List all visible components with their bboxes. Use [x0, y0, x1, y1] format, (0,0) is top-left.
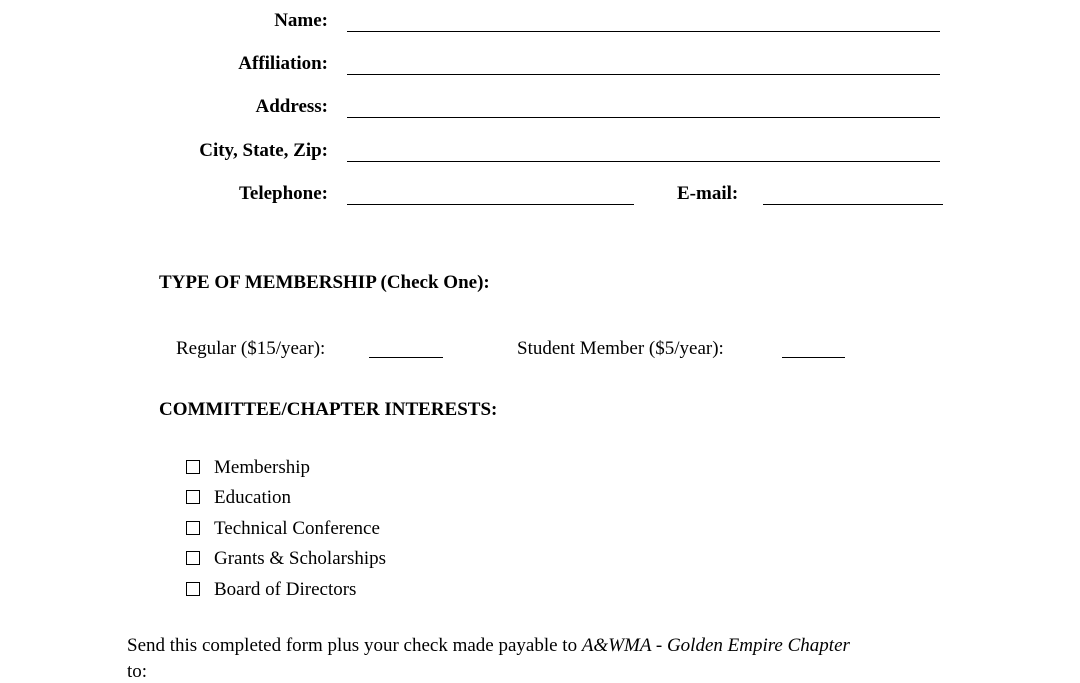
telephone-label: Telephone:	[238, 183, 328, 204]
affiliation-field[interactable]	[347, 74, 940, 75]
telephone-field[interactable]	[347, 204, 634, 205]
board-of-directors-checkbox[interactable]	[186, 582, 200, 596]
email-label: E-mail:	[677, 183, 739, 204]
student-membership-label: Student Member ($5/year):	[517, 338, 724, 359]
membership-option-label: Membership	[214, 457, 311, 478]
footer-instruction	[127, 635, 850, 657]
address-field[interactable]	[347, 117, 940, 118]
email-field[interactable]	[763, 204, 943, 205]
name-field[interactable]	[347, 31, 940, 32]
board-of-directors-option-label: Board of Directors	[214, 579, 357, 600]
grants-scholarships-checkbox[interactable]	[186, 551, 200, 565]
education-option-label: Education	[214, 487, 292, 508]
regular-membership-label: Regular ($15/year):	[176, 338, 326, 359]
name-label: Name:	[274, 10, 328, 31]
footer-payee: A&WMA - Golden Empire Chapter	[581, 635, 850, 656]
regular-membership-field[interactable]	[369, 357, 443, 358]
city-state-zip-field[interactable]	[347, 161, 940, 162]
address-label: Address:	[255, 96, 328, 117]
student-membership-field[interactable]	[782, 357, 845, 358]
affiliation-label: Affiliation:	[238, 53, 328, 74]
education-checkbox[interactable]	[186, 490, 200, 504]
footer-text: Send this completed form plus your check made payable to	[127, 635, 582, 656]
technical-conference-checkbox[interactable]	[186, 521, 200, 535]
grants-scholarships-option-label: Grants & Scholarships	[214, 548, 387, 569]
technical-conference-option-label: Technical Conference	[214, 518, 380, 539]
city-state-zip-label: City, State, Zip:	[199, 140, 328, 161]
footer-to: to:	[127, 661, 148, 682]
membership-heading: TYPE OF MEMBERSHIP (Check One):	[159, 272, 490, 293]
interests-heading: COMMITTEE/CHAPTER INTERESTS:	[159, 399, 498, 420]
membership-checkbox[interactable]	[186, 460, 200, 474]
